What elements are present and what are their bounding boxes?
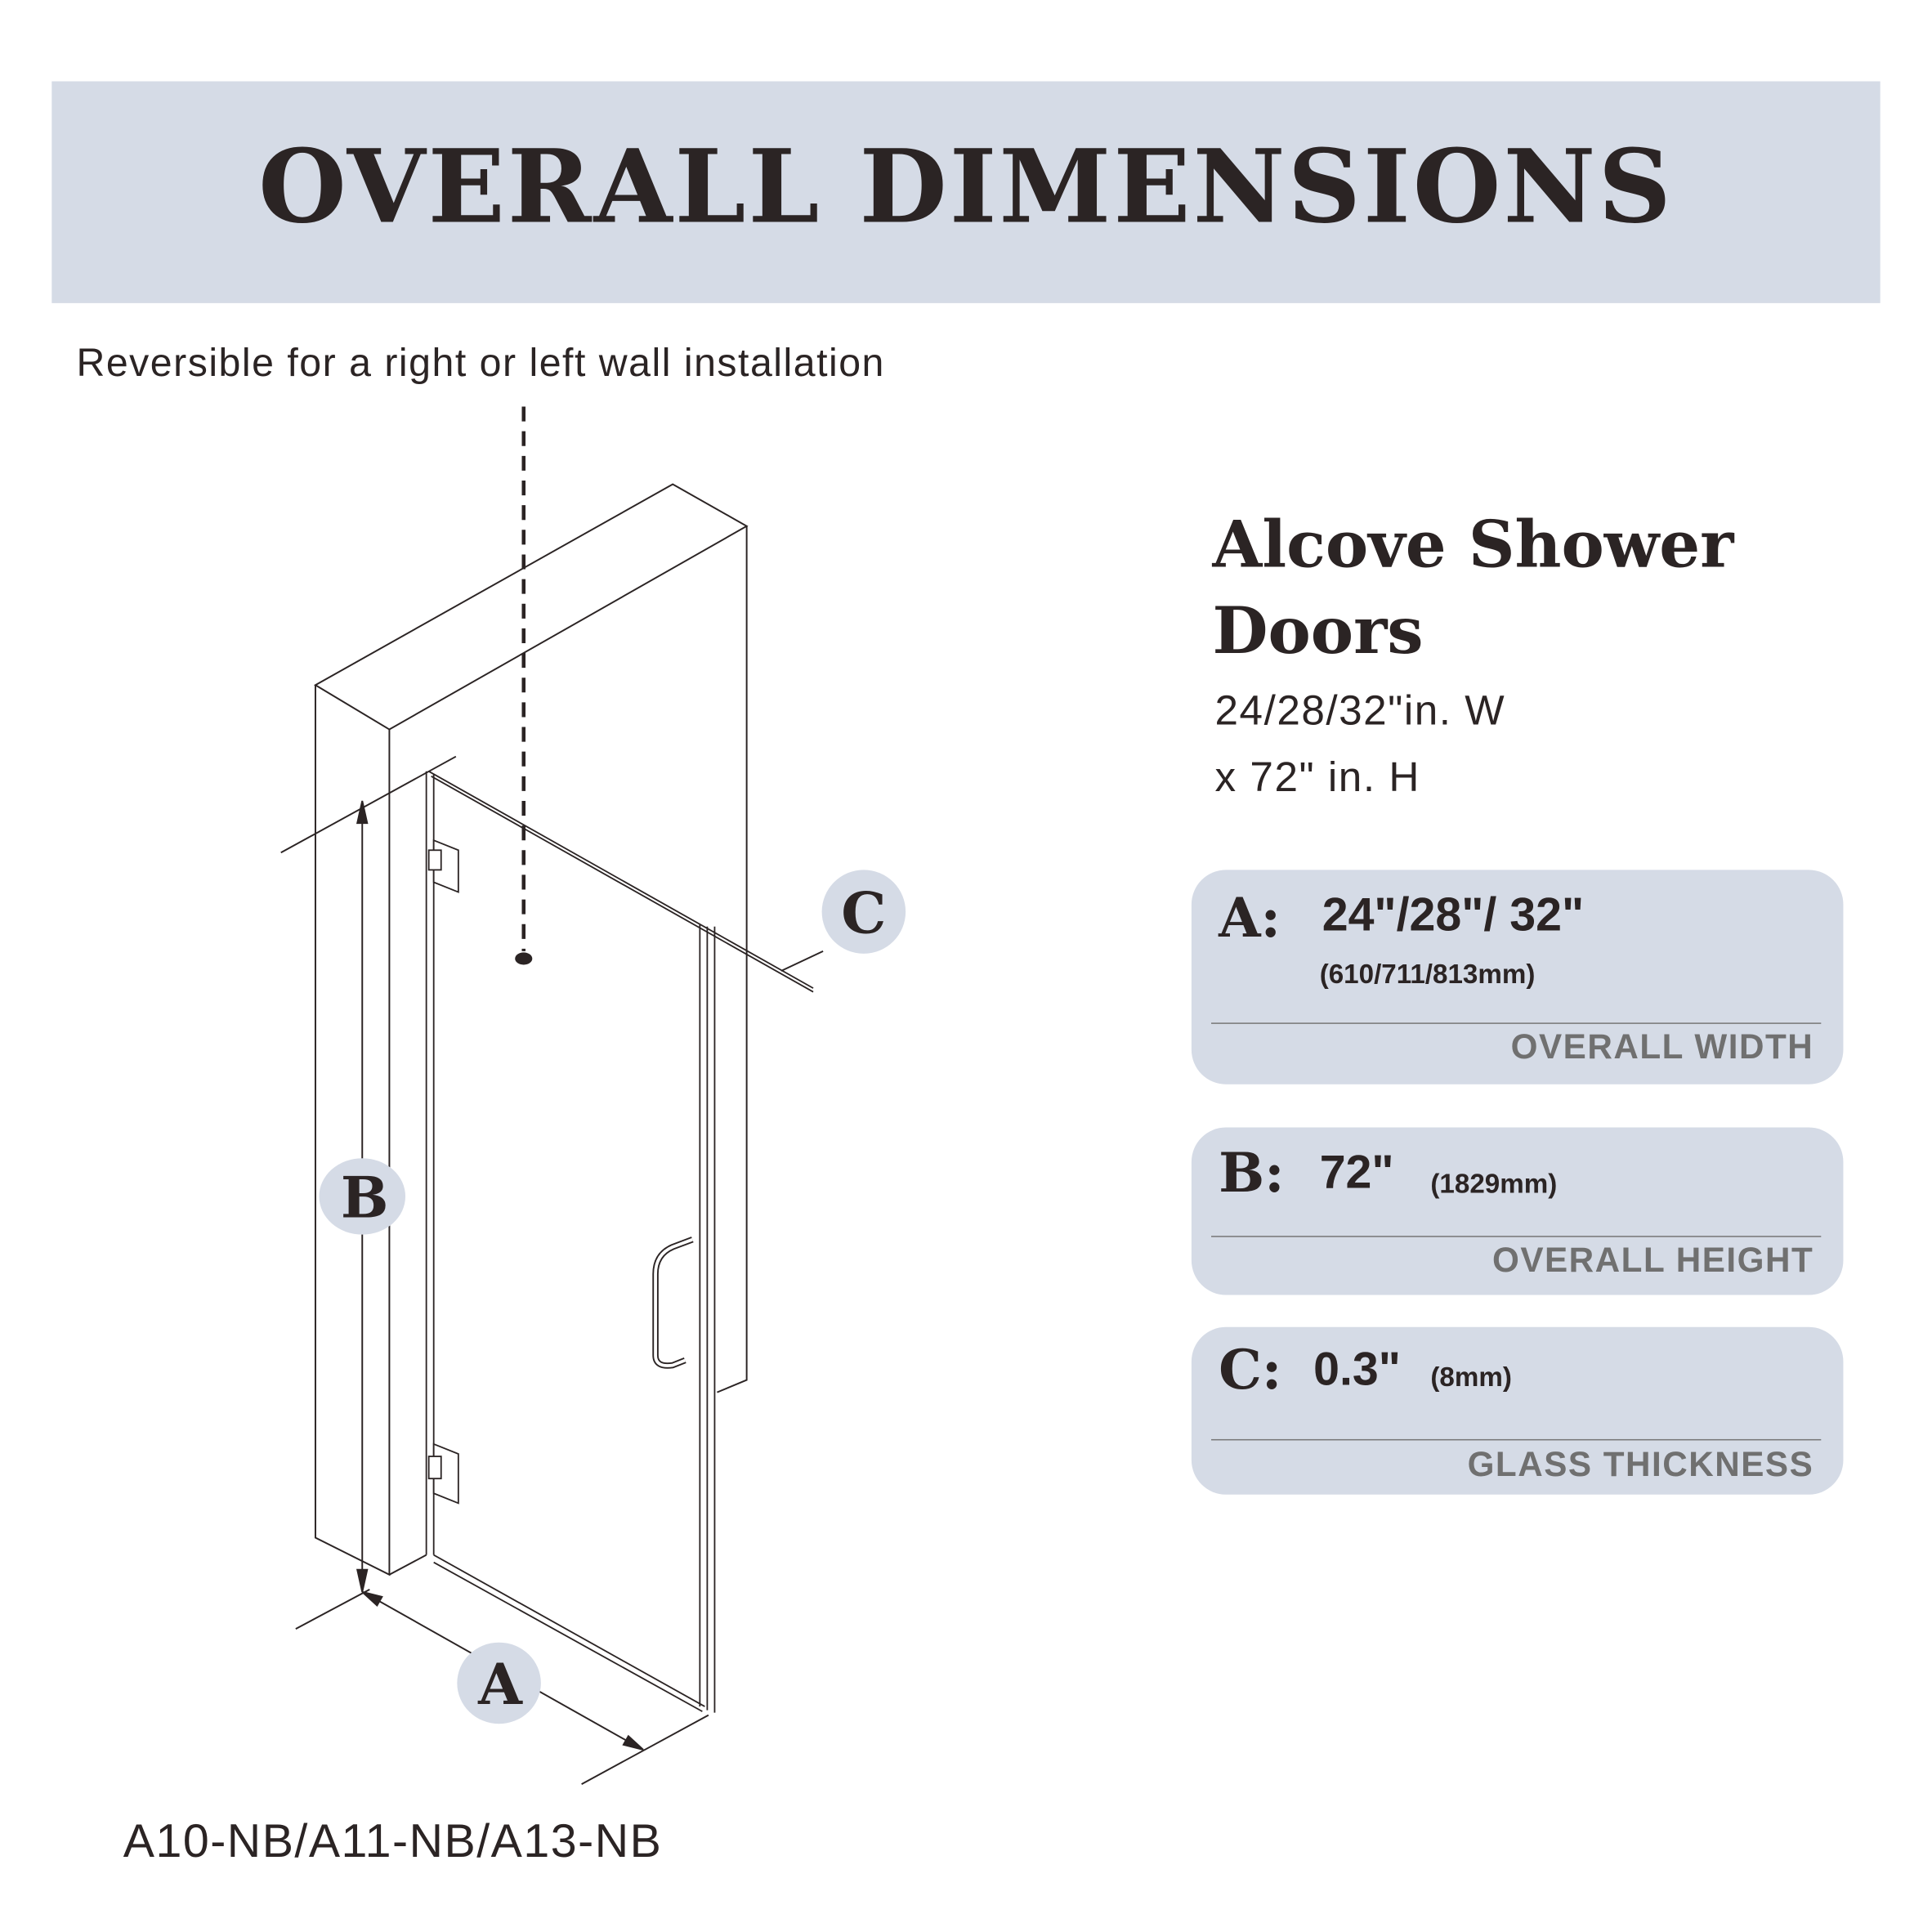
handle-icon [655, 1240, 692, 1366]
size-width: 24/28/32"in. W [1214, 687, 1506, 735]
spec-card-height: B: 72" (1829mm) OVERALL HEIGHT [1192, 1127, 1844, 1295]
svg-text:B: B [340, 1165, 389, 1232]
svg-text:C: C [841, 880, 887, 947]
callout-a [457, 1643, 541, 1724]
wall-outline [315, 485, 747, 1575]
svg-text:A: A [478, 1652, 523, 1719]
spec-card-width: A: 24"/28"/ 32" (610/711/813mm) OVERALL WIDTH [1192, 870, 1844, 1084]
installation-note: Reversible for a right or left wall installation [76, 340, 885, 385]
glass-door [427, 771, 813, 1713]
size-height: x 72" in. H [1214, 754, 1420, 801]
dimension-lines [281, 757, 823, 1784]
model-numbers: A10-NB/A11-NB/A13-NB [123, 1816, 663, 1868]
spec-card-thickness: C: 0.3" (8mm) GLASS THICKNESS [1192, 1327, 1844, 1495]
page-title: OVERALL DIMENSIONS [258, 127, 1674, 247]
callout-c [822, 870, 906, 954]
callout-b [319, 1158, 405, 1234]
product-name: Alcove Shower Doors [1212, 508, 1734, 669]
